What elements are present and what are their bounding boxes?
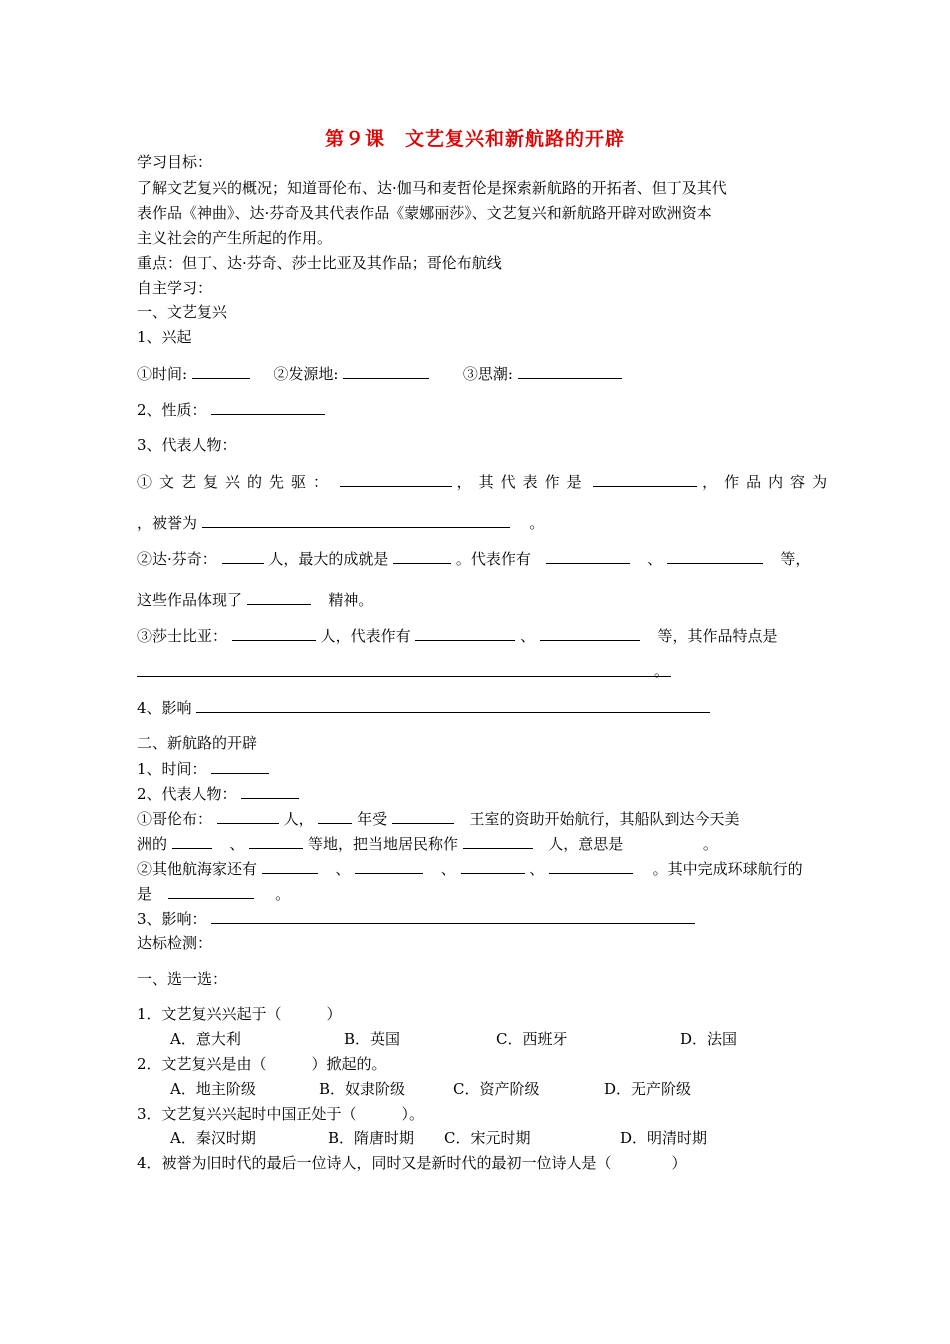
routes-figures-line bbox=[137, 783, 299, 804]
routes-influence-blank[interactable] bbox=[211, 908, 695, 924]
goals-line-2: 表作品《神曲》、达·芬奇及其代表作品《蒙娜丽莎》、文艺复兴和新航路开辟对欧洲资本 bbox=[137, 204, 712, 222]
circumnavigator-line bbox=[137, 883, 290, 904]
question-1: 1．文艺复兴兴起于（ ） bbox=[137, 1005, 342, 1023]
davinci-etc: 等， bbox=[780, 550, 811, 568]
praised-period: 。 bbox=[529, 514, 545, 532]
thought-label: ③思潮: bbox=[462, 365, 513, 383]
davinci-works-label: 。代表作有 bbox=[455, 550, 531, 568]
goals-line-1: 了解文艺复兴的概况；知道哥伦布、达·伽马和麦哲伦是探索新航路的开拓者、但丁及其代 bbox=[137, 179, 727, 197]
pioneer-blank[interactable] bbox=[340, 471, 452, 487]
columbus-year-sep: 人， bbox=[283, 810, 314, 828]
davinci-sep: 、 bbox=[647, 550, 663, 568]
shakespeare-label: ③莎士比亚： bbox=[137, 627, 228, 645]
navigator4-blank[interactable] bbox=[549, 858, 633, 874]
thought-blank[interactable] bbox=[518, 363, 622, 379]
q3-option-d[interactable]: D．明清时期 bbox=[620, 1129, 708, 1147]
columbus-natives-blank[interactable] bbox=[463, 833, 533, 849]
q1-option-a[interactable]: A．意大利 bbox=[170, 1030, 241, 1048]
question-1-options bbox=[170, 1029, 737, 1049]
columbus-place-sep: 、 bbox=[229, 835, 245, 853]
q3-option-a[interactable]: A．秦汉时期 bbox=[170, 1129, 256, 1147]
q2-option-d[interactable]: D．无产阶级 bbox=[604, 1080, 692, 1098]
shakespeare-feature-blank[interactable] bbox=[137, 661, 671, 677]
nature-label: 2、性质： bbox=[137, 401, 207, 419]
circumnavigator-blank[interactable] bbox=[168, 883, 254, 899]
goals-heading: 学习目标： bbox=[137, 153, 213, 171]
columbus-nationality-blank[interactable] bbox=[217, 808, 279, 824]
question-4: 4．被誉为旧时代的最后一位诗人，同时又是新时代的最初一位诗人是（ ） bbox=[137, 1154, 687, 1172]
q3-option-b[interactable]: B．隋唐时期 bbox=[328, 1129, 415, 1147]
self-study-heading: 自主学习： bbox=[137, 279, 213, 297]
question-3-options bbox=[170, 1128, 707, 1148]
navigator2-blank[interactable] bbox=[355, 858, 423, 874]
columbus-sponsor-label: 年受 bbox=[357, 810, 388, 828]
routes-figures-label: 2、代表人物： bbox=[137, 785, 237, 803]
praised-label: ，被誉为 bbox=[137, 514, 198, 532]
columbus-place1-blank[interactable] bbox=[172, 833, 212, 849]
q1-option-c[interactable]: C．西班牙 bbox=[496, 1030, 568, 1048]
goals-line-3: 主义社会的产生所起的作用。 bbox=[137, 229, 333, 247]
time-label: ①时间: bbox=[137, 365, 188, 383]
renaissance-influence-line bbox=[137, 697, 710, 718]
praised-line bbox=[137, 512, 544, 533]
davinci-work1-blank[interactable] bbox=[546, 548, 630, 564]
key-points: 重点：但丁、达·芬奇、莎士比亚及其作品；哥伦布航线 bbox=[137, 254, 502, 272]
columbus-period: 。 bbox=[702, 835, 718, 853]
pioneer-work-blank[interactable] bbox=[593, 471, 697, 487]
shakespeare-feature-period: 。 bbox=[654, 662, 670, 680]
navigator1-blank[interactable] bbox=[262, 858, 318, 874]
time-blank[interactable] bbox=[192, 363, 250, 379]
q3-option-c[interactable]: C．宋元时期 bbox=[444, 1129, 531, 1147]
routes-heading: 二、新航路的开辟 bbox=[137, 734, 258, 752]
davinci-spirit-line bbox=[137, 589, 373, 610]
pioneer-label: ①文艺复兴的先驱： bbox=[137, 473, 336, 491]
shakespeare-work1-blank[interactable] bbox=[415, 625, 515, 641]
praised-blank[interactable] bbox=[202, 512, 510, 528]
routes-influence-label: 3、影响： bbox=[137, 910, 207, 928]
routes-influence-line bbox=[137, 908, 695, 929]
pioneer-work-label: ，其代表作是 bbox=[456, 473, 589, 491]
nature-line bbox=[137, 399, 325, 420]
columbus-meaning-label: 人，意思是 bbox=[548, 835, 624, 853]
nature-blank[interactable] bbox=[211, 399, 325, 415]
question-2-options bbox=[170, 1079, 691, 1099]
davinci-nationality-blank[interactable] bbox=[222, 548, 264, 564]
columbus-line-2 bbox=[137, 833, 718, 854]
shakespeare-work2-blank[interactable] bbox=[540, 625, 640, 641]
shakespeare-feature-line bbox=[137, 661, 671, 682]
navigator-sep-1: 、 bbox=[335, 860, 351, 878]
shakespeare-sep: 、 bbox=[520, 627, 536, 645]
davinci-label: ②达·芬奇： bbox=[137, 550, 217, 568]
davinci-line bbox=[137, 548, 810, 569]
choice-section-heading: 一、选一选： bbox=[137, 970, 228, 988]
question-3: 3．文艺复兴兴起时中国正处于（ ）。 bbox=[137, 1105, 425, 1123]
navigator-sep-2: 、 bbox=[440, 860, 456, 878]
pioneer-content-label: ，作品内容为 bbox=[702, 473, 835, 491]
question-2: 2．文艺复兴是由（ ）掀起的。 bbox=[137, 1055, 387, 1073]
routes-figures-blank[interactable] bbox=[241, 783, 299, 799]
q1-option-d[interactable]: D．法国 bbox=[680, 1030, 738, 1048]
q2-option-a[interactable]: A．地主阶级 bbox=[170, 1080, 256, 1098]
davinci-achievement-blank[interactable] bbox=[393, 548, 451, 564]
davinci-work2-blank[interactable] bbox=[667, 548, 763, 564]
rise-line bbox=[137, 363, 622, 384]
rise-heading: 1、兴起 bbox=[137, 328, 192, 346]
circumnavigator-label: 是 bbox=[137, 885, 153, 903]
davinci-achievement-label: 人，最大的成就是 bbox=[268, 550, 389, 568]
davinci-spirit-label: 这些作品体现了 bbox=[137, 591, 243, 609]
q1-option-b[interactable]: B．英国 bbox=[344, 1030, 401, 1048]
circumnavigator-period: 。 bbox=[275, 885, 291, 903]
origin-label: ②发源地: bbox=[273, 365, 339, 383]
origin-blank[interactable] bbox=[343, 363, 429, 379]
shakespeare-line bbox=[137, 625, 778, 646]
renaissance-heading: 一、文艺复兴 bbox=[137, 303, 228, 321]
q2-option-b[interactable]: B．奴隶阶级 bbox=[319, 1080, 406, 1098]
shakespeare-feature-label: 等，其作品特点是 bbox=[657, 627, 778, 645]
navigators-label: ②其他航海家还有 bbox=[137, 860, 258, 878]
lesson-title: 第９课 文艺复兴和新航路的开辟 bbox=[324, 128, 625, 150]
columbus-natives-label: 等地，把当地居民称作 bbox=[307, 835, 458, 853]
q2-option-c[interactable]: C．资产阶级 bbox=[453, 1080, 540, 1098]
pioneer-line bbox=[137, 471, 834, 492]
shakespeare-nationality-blank[interactable] bbox=[232, 625, 316, 641]
routes-time-label: 1、时间： bbox=[137, 760, 207, 778]
renaissance-influence-label: 4、影响 bbox=[137, 699, 192, 717]
davinci-spirit-blank[interactable] bbox=[247, 589, 311, 605]
columbus-continent-label: 洲的 bbox=[137, 835, 168, 853]
columbus-place2-blank[interactable] bbox=[249, 833, 303, 849]
test-heading: 达标检测： bbox=[137, 934, 213, 952]
renaissance-influence-blank[interactable] bbox=[196, 697, 710, 713]
routes-time-line bbox=[137, 758, 269, 779]
columbus-label: ①哥伦布： bbox=[137, 810, 213, 828]
navigator-sep-3: 、 bbox=[529, 860, 545, 878]
navigator3-blank[interactable] bbox=[461, 858, 525, 874]
routes-time-blank[interactable] bbox=[211, 758, 269, 774]
shakespeare-works-label: 人，代表作有 bbox=[320, 627, 411, 645]
davinci-spirit-end: 精神。 bbox=[328, 591, 374, 609]
columbus-line-1 bbox=[137, 808, 740, 829]
figures-heading: 3、代表人物： bbox=[137, 436, 237, 454]
columbus-year-blank[interactable] bbox=[318, 808, 352, 824]
circumnavigation-label: 。其中完成环球航行的 bbox=[652, 860, 803, 878]
navigators-line bbox=[137, 858, 803, 879]
columbus-sponsor-blank[interactable] bbox=[392, 808, 454, 824]
columbus-voyage-text: 王室的资助开始航行，其船队到达今天美 bbox=[469, 810, 740, 828]
